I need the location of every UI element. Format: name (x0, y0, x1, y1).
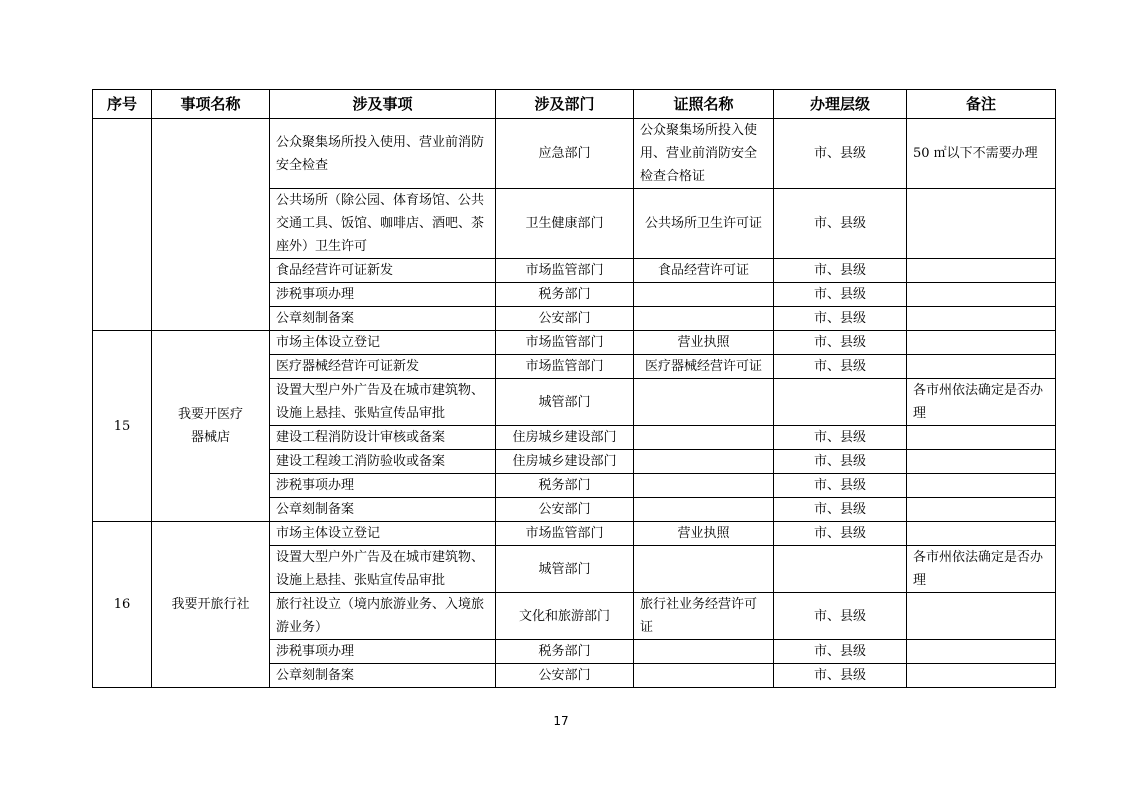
page-number: 17 (553, 714, 569, 728)
dept-cell: 税务部门 (496, 283, 634, 307)
level-cell: 市、县级 (774, 355, 907, 379)
level-cell: 市、县级 (774, 450, 907, 474)
matter-name-text: 我要开医疗器械店 (177, 407, 243, 445)
header-department: 涉及部门 (496, 90, 634, 119)
level-cell: 市、县级 (774, 474, 907, 498)
level-cell: 市、县级 (774, 283, 907, 307)
license-cell (634, 450, 774, 474)
dept-cell: 市场监管部门 (496, 355, 634, 379)
dept-cell: 文化和旅游部门 (496, 593, 634, 640)
level-cell: 市、县级 (774, 426, 907, 450)
license-cell: 公众聚集场所投入使用、营业前消防安全检查合格证 (634, 119, 774, 189)
item-cell: 公章刻制备案 (270, 664, 496, 688)
note-cell (907, 189, 1056, 259)
license-cell (634, 426, 774, 450)
level-cell (774, 546, 907, 593)
license-cell: 旅行社业务经营许可证 (634, 593, 774, 640)
header-row (93, 90, 1056, 119)
license-cell (634, 474, 774, 498)
note-cell (907, 331, 1056, 355)
license-cell: 医疗器械经营许可证 (634, 355, 774, 379)
matter-name-cell: 我要开旅行社 (152, 522, 270, 688)
header-level: 办理层级 (774, 90, 907, 119)
item-cell: 市场主体设立登记 (270, 522, 496, 546)
note-cell (907, 450, 1056, 474)
dept-cell: 市场监管部门 (496, 259, 634, 283)
license-cell: 营业执照 (634, 522, 774, 546)
item-cell: 设置大型户外广告及在城市建筑物、设施上悬挂、张贴宣传品审批 (270, 379, 496, 426)
dept-cell: 公安部门 (496, 307, 634, 331)
table-row (93, 522, 1056, 546)
item-cell: 建设工程消防设计审核或备案 (270, 426, 496, 450)
dept-cell: 公安部门 (496, 664, 634, 688)
license-cell (634, 664, 774, 688)
note-cell: 50 ㎡以下不需要办理 (907, 119, 1056, 189)
header-serial: 序号 (93, 90, 152, 119)
license-cell: 公共场所卫生许可证 (634, 189, 774, 259)
item-cell: 涉税事项办理 (270, 640, 496, 664)
note-cell (907, 640, 1056, 664)
item-cell: 涉税事项办理 (270, 283, 496, 307)
license-cell (634, 546, 774, 593)
item-cell: 公章刻制备案 (270, 307, 496, 331)
note-cell (907, 664, 1056, 688)
level-cell (774, 379, 907, 426)
note-cell (907, 259, 1056, 283)
license-cell (634, 307, 774, 331)
item-cell: 食品经营许可证新发 (270, 259, 496, 283)
table-row (93, 331, 1056, 355)
dept-cell: 税务部门 (496, 640, 634, 664)
header-matter-name: 事项名称 (152, 90, 270, 119)
dept-cell: 公安部门 (496, 498, 634, 522)
dept-cell: 应急部门 (496, 119, 634, 189)
note-cell (907, 307, 1056, 331)
license-cell: 食品经营许可证 (634, 259, 774, 283)
note-cell (907, 474, 1056, 498)
dept-cell: 卫生健康部门 (496, 189, 634, 259)
matter-name-cell (152, 119, 270, 331)
license-cell (634, 640, 774, 664)
note-cell: 各市州依法确定是否办理 (907, 379, 1056, 426)
level-cell: 市、县级 (774, 664, 907, 688)
matter-name-cell (152, 331, 270, 522)
note-cell: 各市州依法确定是否办理 (907, 546, 1056, 593)
level-cell: 市、县级 (774, 189, 907, 259)
item-cell: 旅行社设立（境内旅游业务、入境旅游业务） (270, 593, 496, 640)
item-cell: 公章刻制备案 (270, 498, 496, 522)
item-cell: 建设工程竣工消防验收或备案 (270, 450, 496, 474)
serial-cell: 16 (93, 522, 152, 688)
level-cell: 市、县级 (774, 259, 907, 283)
serial-cell (93, 119, 152, 331)
license-cell: 营业执照 (634, 331, 774, 355)
level-cell: 市、县级 (774, 331, 907, 355)
item-cell: 设置大型户外广告及在城市建筑物、设施上悬挂、张贴宣传品审批 (270, 546, 496, 593)
item-cell: 医疗器械经营许可证新发 (270, 355, 496, 379)
dept-cell: 税务部门 (496, 474, 634, 498)
serial-cell: 15 (93, 331, 152, 522)
header-note: 备注 (907, 90, 1056, 119)
level-cell: 市、县级 (774, 498, 907, 522)
dept-cell: 市场监管部门 (496, 522, 634, 546)
dept-cell: 住房城乡建设部门 (496, 450, 634, 474)
dept-cell: 住房城乡建设部门 (496, 426, 634, 450)
note-cell (907, 498, 1056, 522)
license-cell (634, 283, 774, 307)
level-cell: 市、县级 (774, 640, 907, 664)
level-cell: 市、县级 (774, 593, 907, 640)
table-row (93, 119, 1056, 189)
note-cell (907, 522, 1056, 546)
license-cell (634, 379, 774, 426)
header-involved-item: 涉及事项 (270, 90, 496, 119)
item-cell: 市场主体设立登记 (270, 331, 496, 355)
dept-cell: 城管部门 (496, 546, 634, 593)
level-cell: 市、县级 (774, 522, 907, 546)
matters-table (92, 89, 1056, 688)
note-cell (907, 426, 1056, 450)
item-cell: 公共场所（除公园、体育场馆、公共交通工具、饭馆、咖啡店、酒吧、茶座外）卫生许可 (270, 189, 496, 259)
level-cell: 市、县级 (774, 307, 907, 331)
level-cell: 市、县级 (774, 119, 907, 189)
note-cell (907, 355, 1056, 379)
dept-cell: 城管部门 (496, 379, 634, 426)
header-license: 证照名称 (634, 90, 774, 119)
dept-cell: 市场监管部门 (496, 331, 634, 355)
note-cell (907, 283, 1056, 307)
item-cell: 涉税事项办理 (270, 474, 496, 498)
license-cell (634, 498, 774, 522)
item-cell: 公众聚集场所投入使用、营业前消防安全检查 (270, 119, 496, 189)
note-cell (907, 593, 1056, 640)
